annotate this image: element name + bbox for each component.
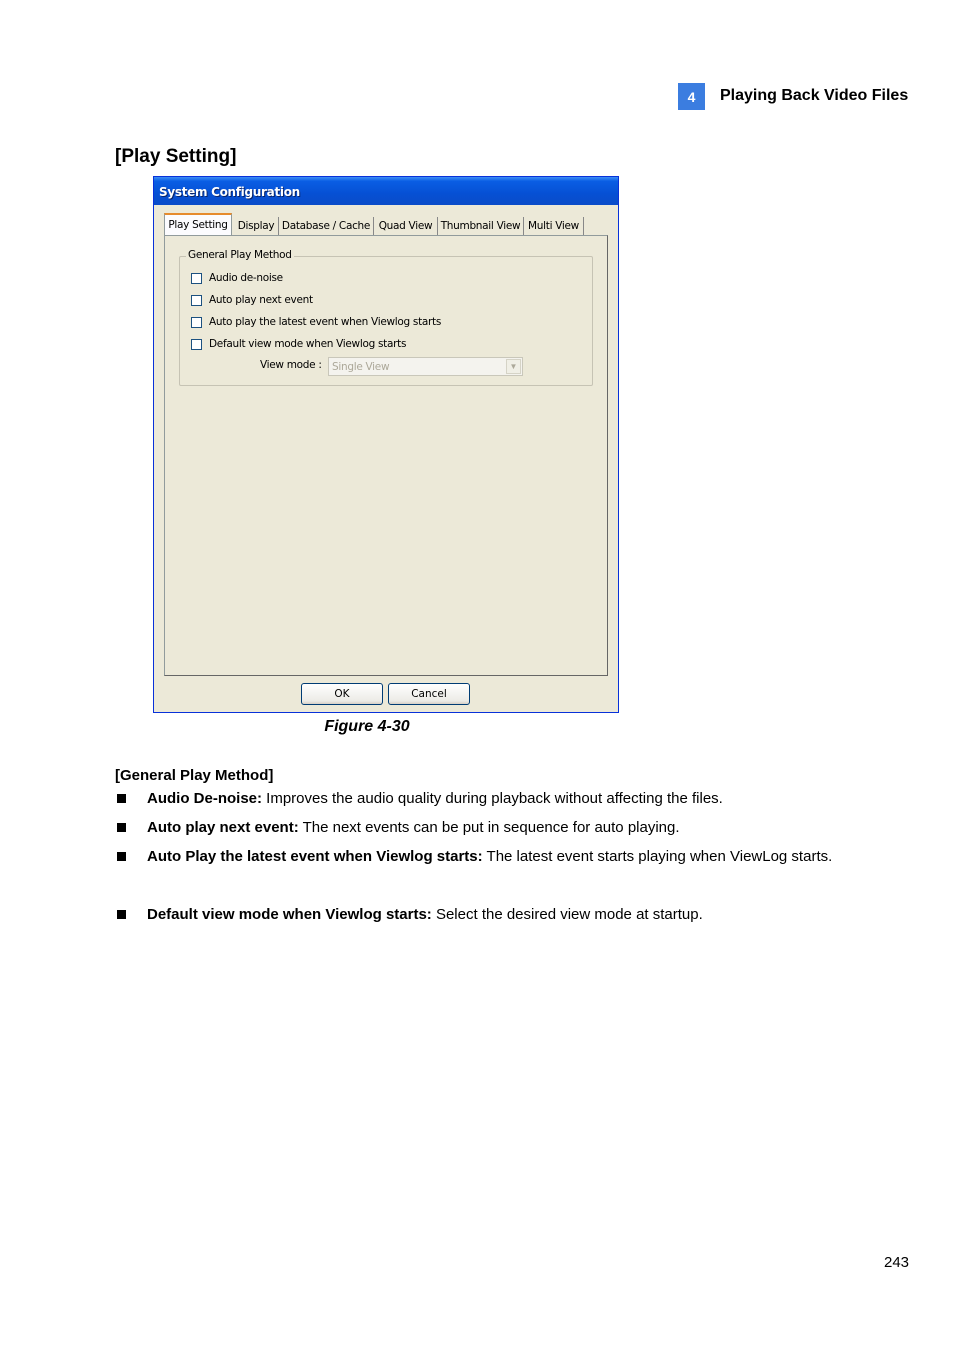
- dialog-titlebar[interactable]: [154, 177, 618, 205]
- dialog-title: System Configuration: [159, 185, 300, 199]
- default-view-mode-checkbox[interactable]: [191, 339, 202, 350]
- auto-play-latest-event-option[interactable]: [191, 315, 441, 329]
- bullet-term: Auto Play the latest event when Viewlog starts:: [147, 848, 483, 865]
- bullet-text: Select the desired view mode at startup.: [431, 906, 703, 923]
- page-number: 243: [884, 1254, 910, 1271]
- bullet-text: The next events can be put in sequence for auto playing.: [298, 819, 680, 836]
- audio-denoise-checkbox[interactable]: [191, 273, 202, 284]
- tab-display[interactable]: Display: [234, 217, 279, 235]
- ok-button[interactable]: OK: [301, 683, 383, 705]
- view-mode-value: Single View: [332, 361, 390, 373]
- tab-play-setting[interactable]: Play Setting: [164, 213, 232, 235]
- bullet-square-icon: [117, 823, 126, 832]
- chevron-down-icon[interactable]: ▼: [506, 359, 521, 374]
- play-setting-panel: [164, 235, 608, 676]
- bullet-square-icon: [117, 794, 126, 803]
- checkbox-label: Audio de-noise: [209, 272, 283, 284]
- auto-play-next-event-checkbox[interactable]: [191, 295, 202, 306]
- bullet-term: Default view mode when Viewlog starts:: [147, 906, 432, 923]
- auto-play-next-event-option[interactable]: [191, 293, 313, 307]
- bullet-square-icon: [117, 852, 126, 861]
- checkbox-label: Default view mode when Viewlog starts: [209, 338, 407, 350]
- checkbox-label: Auto play the latest event when Viewlog starts: [209, 316, 442, 328]
- bullet-term: Auto play next event:: [147, 819, 299, 836]
- bullet-square-icon: [117, 910, 126, 919]
- chapter-badge: 4: [678, 83, 705, 110]
- tab-thumbnail-view[interactable]: Thumbnail View: [438, 217, 524, 235]
- bullet-text: Improves the audio quality during playback without affecting the files.: [262, 790, 723, 807]
- bullet-text: The latest event starts playing when ViewLog starts.: [482, 848, 833, 865]
- group-label: General Play Method: [188, 249, 292, 261]
- default-view-mode-option[interactable]: [191, 337, 406, 351]
- list-item: [117, 842, 837, 871]
- view-mode-select[interactable]: [328, 357, 523, 376]
- general-play-method-group: [179, 249, 593, 386]
- checkbox-label: Auto play next event: [209, 294, 313, 306]
- audio-denoise-option[interactable]: [191, 271, 283, 285]
- chapter-title: Playing Back Video Files: [720, 87, 909, 104]
- view-mode-label: View mode :: [260, 359, 322, 371]
- system-configuration-dialog: [153, 176, 619, 713]
- tab-multi-view[interactable]: Multi View: [524, 217, 584, 235]
- subsection-title: [General Play Method]: [115, 767, 274, 784]
- bullet-term: Audio De-noise:: [147, 790, 262, 807]
- list-item: [117, 900, 837, 929]
- cancel-button[interactable]: Cancel: [388, 683, 470, 705]
- auto-play-latest-event-checkbox[interactable]: [191, 317, 202, 328]
- tab-quad-view[interactable]: Quad View: [374, 217, 438, 235]
- section-title: [Play Setting]: [115, 146, 237, 167]
- list-item: [117, 813, 837, 842]
- list-item: [117, 784, 837, 813]
- tab-database-cache[interactable]: Database / Cache: [279, 217, 374, 235]
- figure-caption: Figure 4-30: [324, 718, 410, 735]
